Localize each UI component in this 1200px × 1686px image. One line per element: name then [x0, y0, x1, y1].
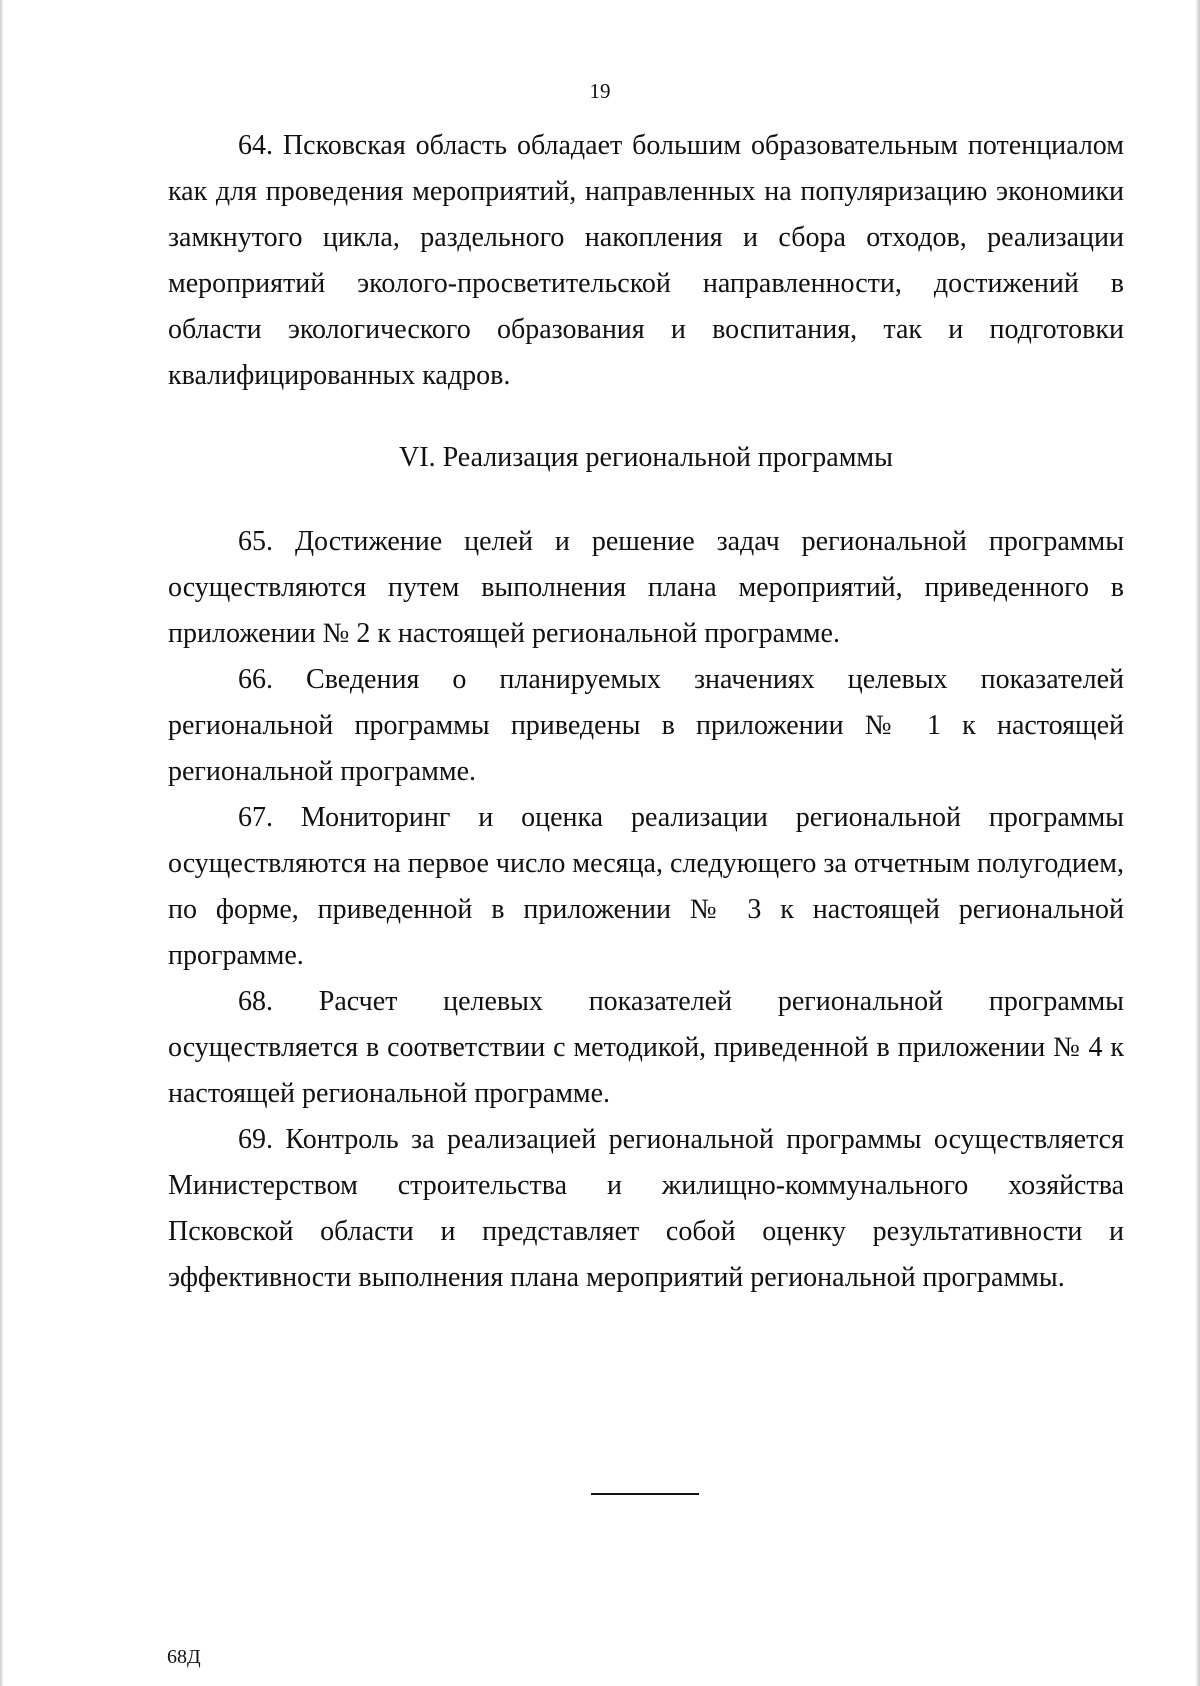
page-number: 19: [589, 79, 611, 103]
paragraph-69: 69. Контроль за реализацией региональной программы осуществляется Министерством строительства и жилищно-коммунального хозяйства Псковской области и представляет собой оценку результативности и эффективности выполнения плана мероприятий региональной программы.: [168, 1124, 1124, 1293]
document-code: 68Д: [167, 1646, 201, 1668]
paragraph-66: 66. Сведения о планируемых значениях целевых показателей региональной программы приведены в приложении № 1 к настоящей региональной программе.: [168, 664, 1124, 787]
section-heading: VI. Реализация региональной программы: [399, 442, 893, 473]
paragraph-67: 67. Мониторинг и оценка реализации региональной программы осуществляются на первое число месяца, следующего за отчетным полугодием, по форме, приведенной в приложении № 3 к настоящей региональной программе.: [168, 802, 1124, 971]
scan-edge-right: [1196, 0, 1200, 1686]
document-body: [168, 123, 1124, 1301]
paragraph-68: 68. Расчет целевых показателей региональной программы осуществляется в соответствии с методикой, приведенной в приложении № 4 к настоящей региональной программе.: [168, 986, 1124, 1109]
paragraph-65: 65. Достижение целей и решение задач региональной программы осуществляются путем выполнения плана мероприятий, приведенного в приложении № 2 к настоящей региональной программе.: [168, 526, 1124, 649]
paragraph-64: 64. Псковская область обладает большим образовательным потенциалом как для проведения мероприятий, направленных на популяризацию экономики замкнутого цикла, раздельного накопления и сбора отходов, реализации мероприятий эколого-просветительской направленности, достижений в области экологического образования и воспитания, так и подготовки квалифицированных кадров.: [168, 130, 1124, 391]
end-of-section-rule: [591, 1493, 699, 1495]
scan-edge-left: [0, 0, 3, 1686]
